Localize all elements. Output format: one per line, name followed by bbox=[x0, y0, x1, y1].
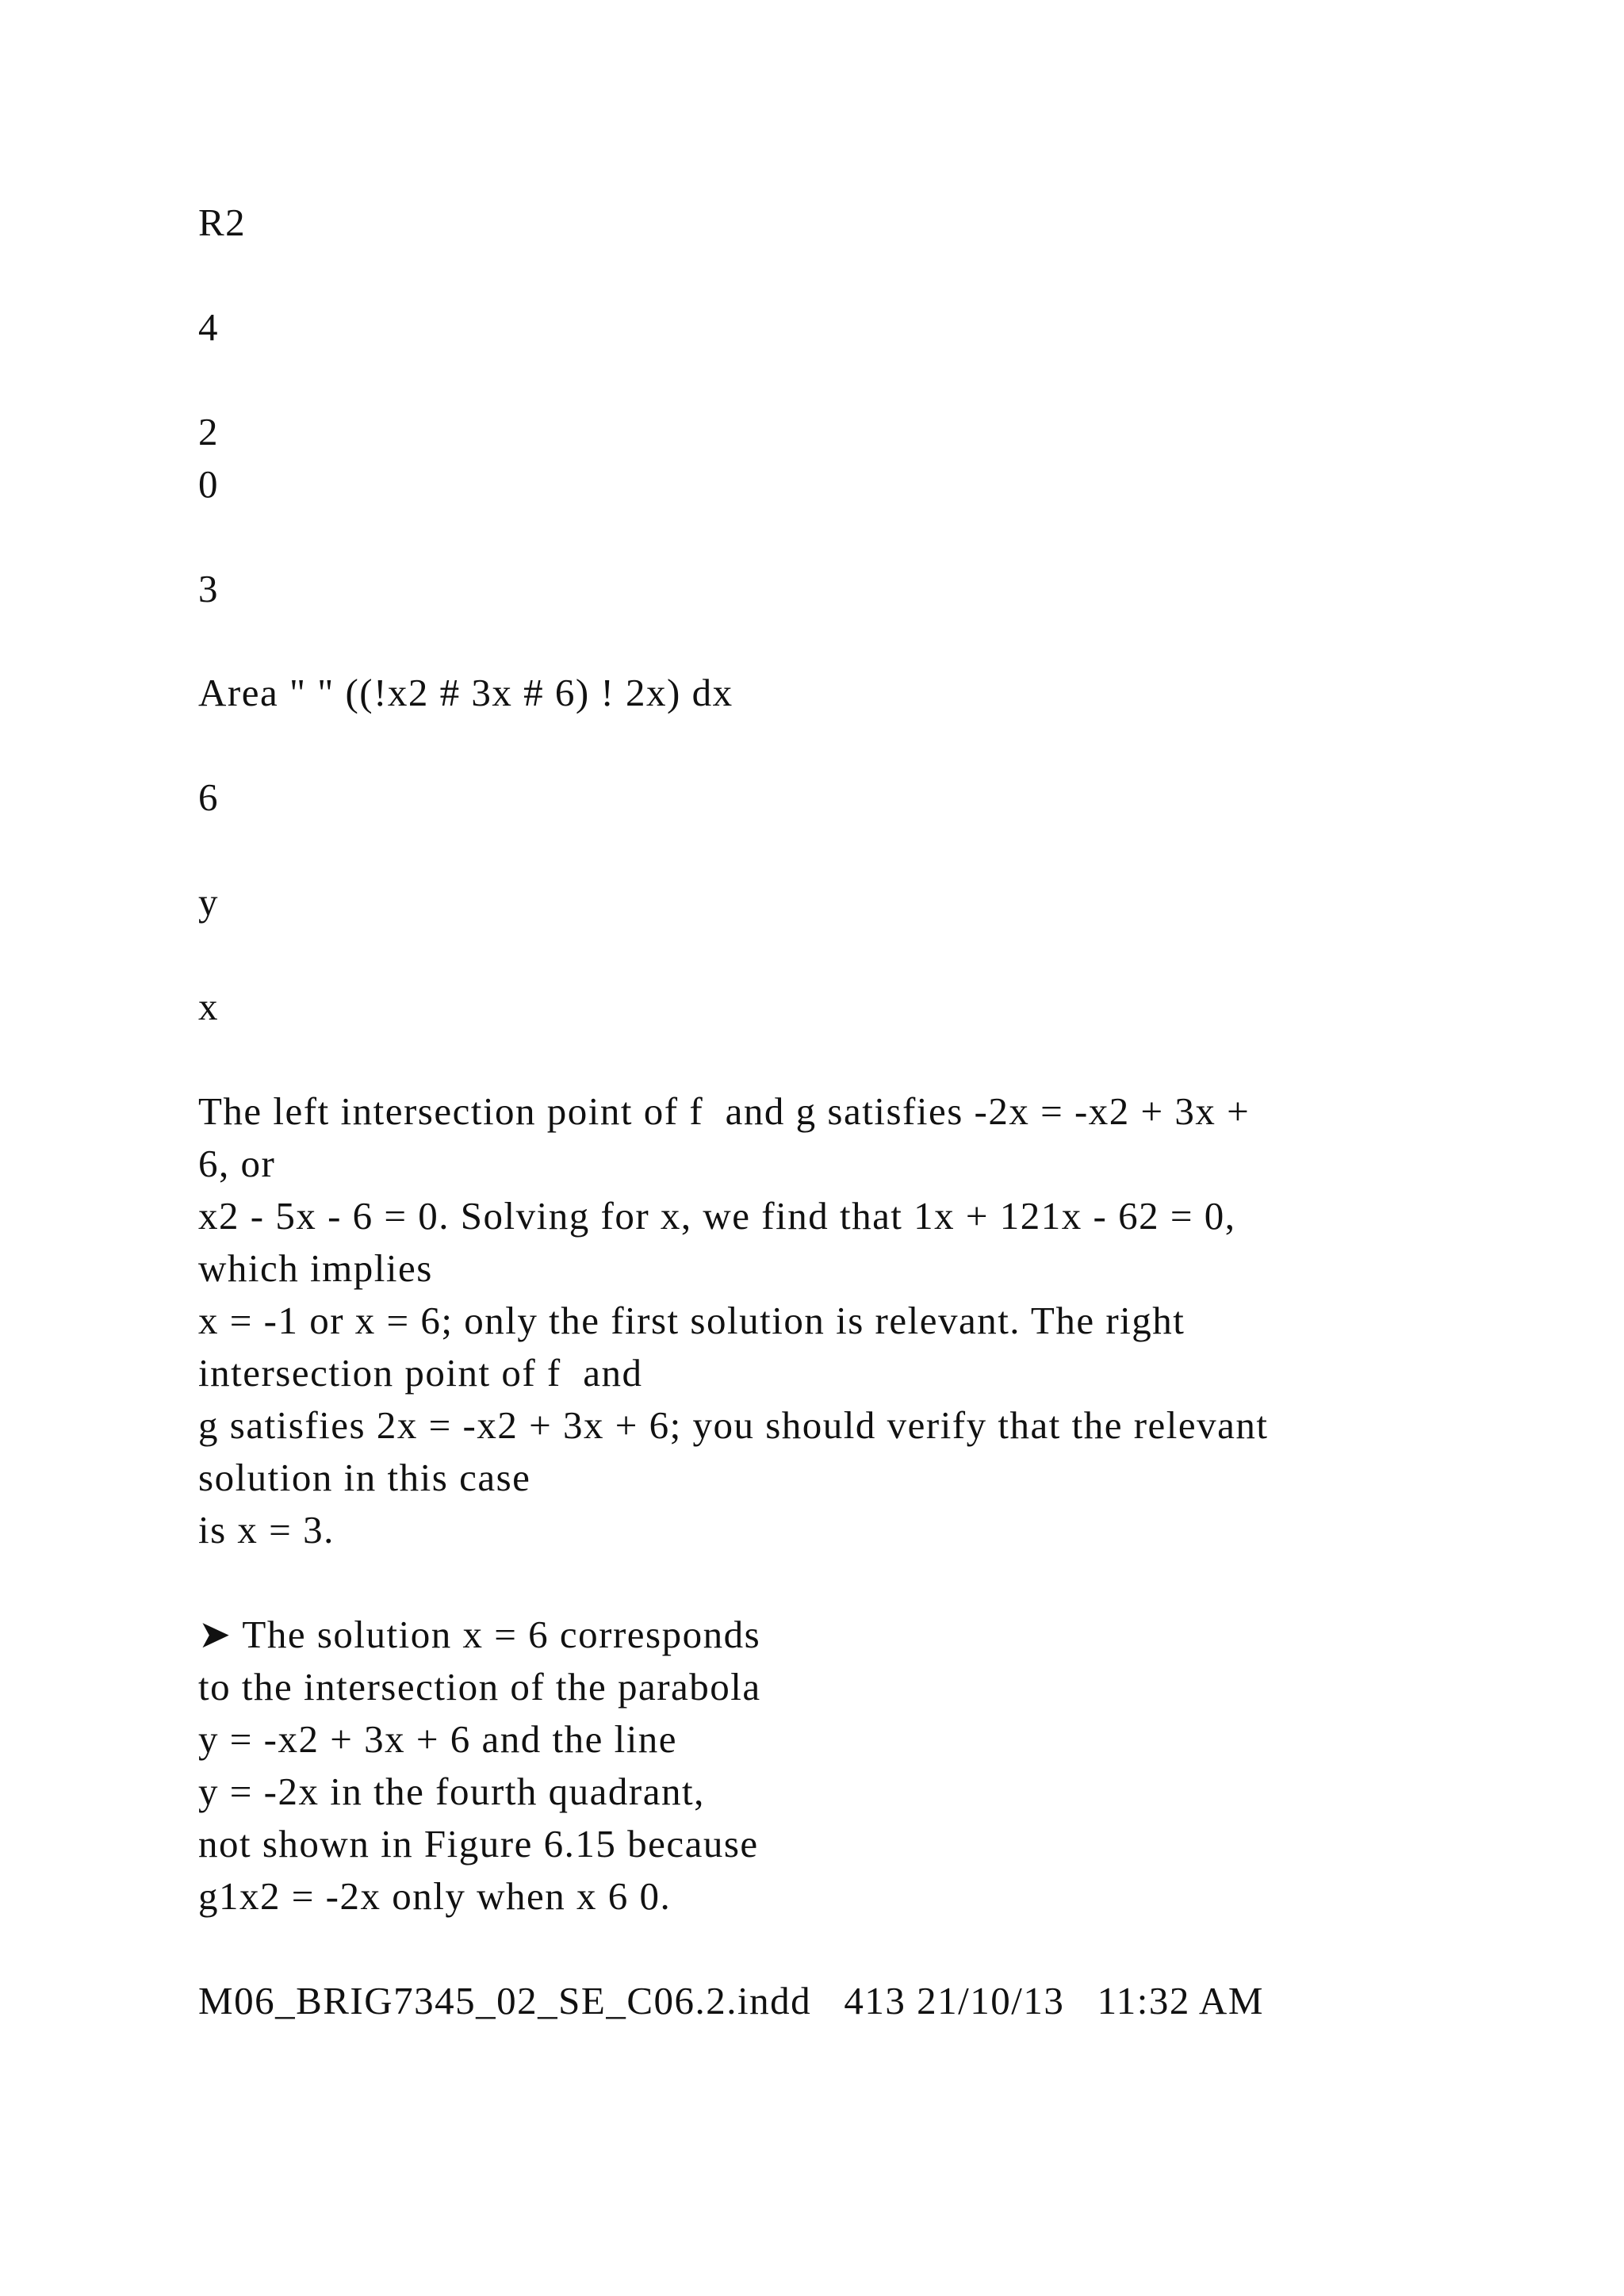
paragraph-line: g satisfies 2x = -x2 + 3x + 6; you should verify that the relevant bbox=[198, 1403, 1269, 1447]
paragraph-line: solution in this case bbox=[198, 1456, 531, 1499]
area-formula-line: Area " " ((!x2 # 3x # 6) ! 2x) dx bbox=[198, 671, 733, 714]
paragraph-line: intersection point of f and bbox=[198, 1351, 643, 1395]
file-footer-line: M06_BRIG7345_02_SE_C06.2.indd 413 21/10/13 11:32 AM bbox=[198, 1979, 1264, 2022]
text-line: 6 bbox=[198, 775, 219, 819]
text-line: 4 bbox=[198, 305, 219, 349]
paragraph-line: is x = 3. bbox=[198, 1508, 335, 1552]
text-line: x bbox=[198, 985, 219, 1028]
margin-note-line: y = -2x in the fourth quadrant, bbox=[198, 1770, 705, 1813]
text-line: 2 bbox=[198, 410, 219, 453]
paragraph-line: The left intersection point of f and g satisfies -2x = -x2 + 3x + bbox=[198, 1089, 1251, 1133]
margin-note-line: not shown in Figure 6.15 because bbox=[198, 1822, 759, 1866]
margin-note-line: y = -x2 + 3x + 6 and the line bbox=[198, 1717, 678, 1761]
paragraph-line: which implies bbox=[198, 1246, 433, 1290]
margin-note-line: g1x2 = -2x only when x 6 0. bbox=[198, 1874, 672, 1918]
margin-note-line: to the intersection of the parabola bbox=[198, 1665, 761, 1709]
text-line: 0 bbox=[198, 462, 219, 506]
text-line: R2 bbox=[198, 201, 247, 244]
margin-note-line: ➤ The solution x = 6 corresponds bbox=[198, 1613, 761, 1656]
paragraph-line: 6, or bbox=[198, 1142, 276, 1185]
paragraph-line: x2 - 5x - 6 = 0. Solving for x, we find that 1x + 121x - 62 = 0, bbox=[198, 1194, 1236, 1238]
paragraph-line: x = -1 or x = 6; only the first solution is relevant. The right bbox=[198, 1299, 1185, 1342]
text-line: 3 bbox=[198, 567, 219, 610]
text-line: y bbox=[198, 880, 219, 924]
